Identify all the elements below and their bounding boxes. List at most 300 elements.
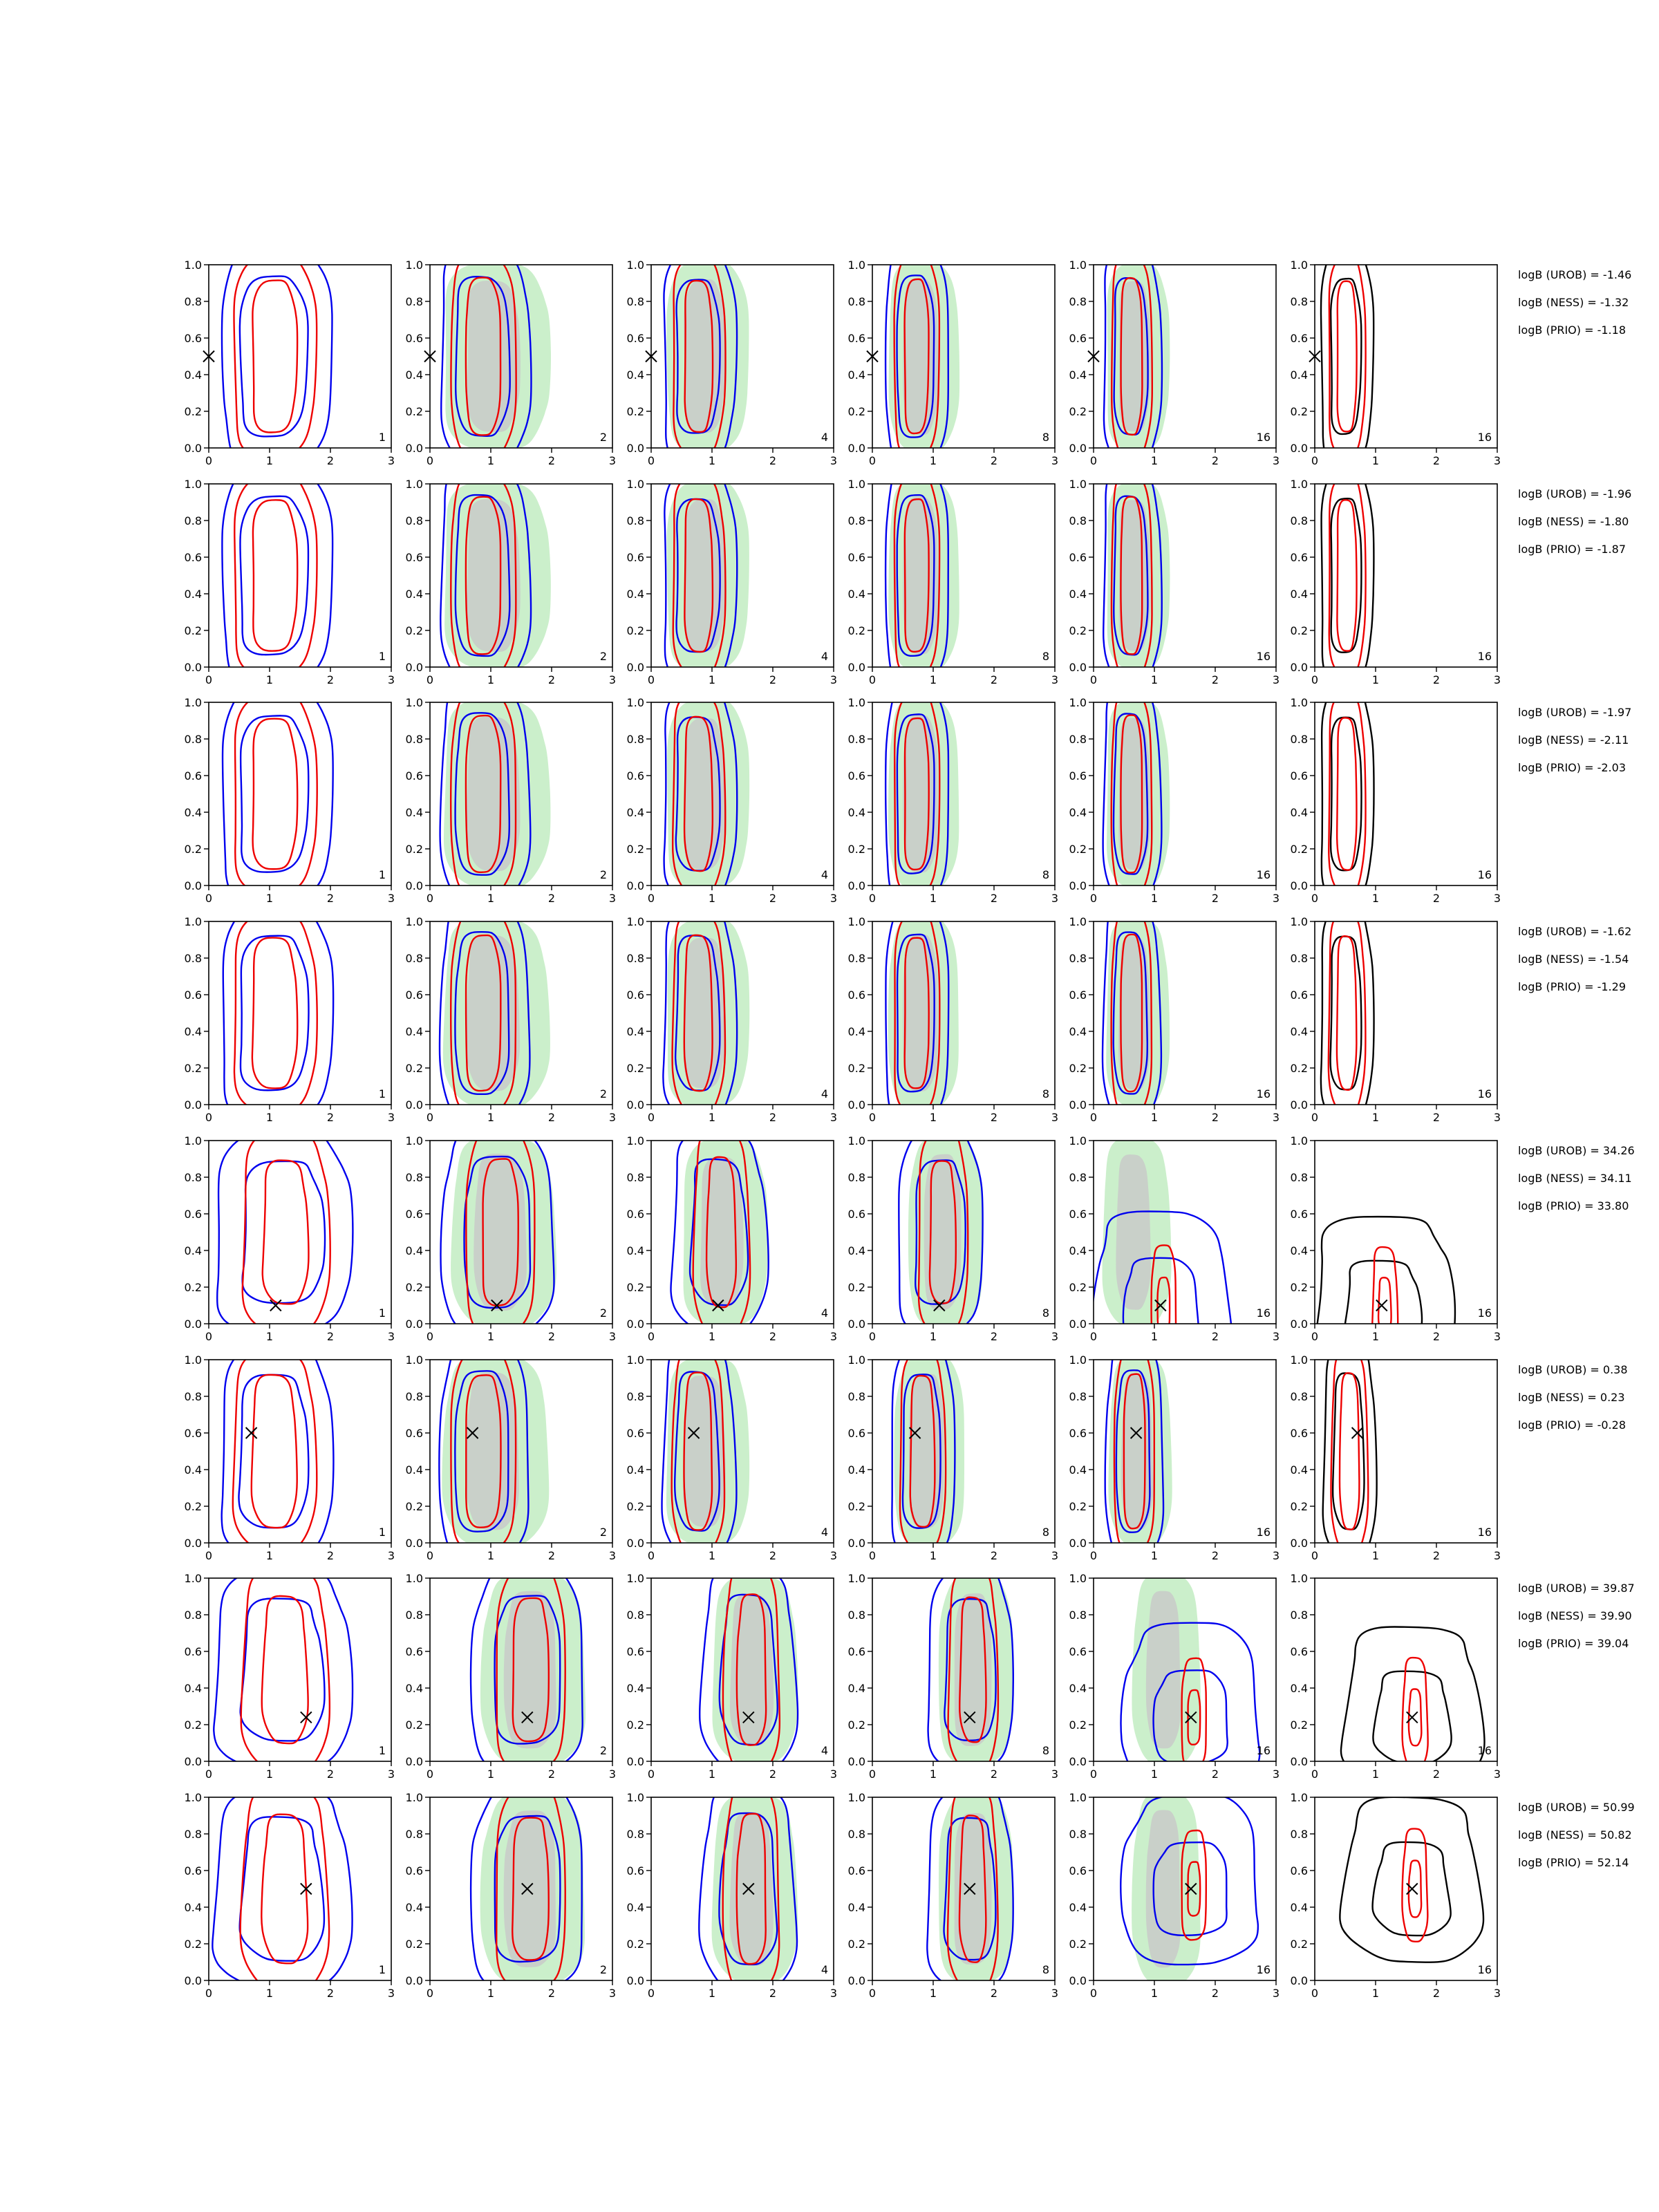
contour-line	[253, 500, 297, 650]
logb-annotation: logB (UROB) = 34.26	[1518, 1144, 1635, 1157]
y-tick-label: 0.2	[626, 1718, 644, 1732]
y-tick-label: 1.0	[847, 696, 865, 709]
contour-layer	[223, 683, 333, 905]
y-tick-label: 0.8	[1290, 733, 1308, 746]
y-tick-label: 0.6	[184, 332, 202, 345]
y-tick-label: 0.2	[405, 1500, 423, 1513]
y-tick-label: 0.2	[1290, 624, 1308, 637]
y-tick-label: 0.4	[1069, 1682, 1087, 1695]
contour-line	[1337, 718, 1356, 870]
panel-number-label: 16	[1256, 1306, 1271, 1320]
x-tick-label: 1	[1371, 1987, 1380, 2000]
axes-frame	[1315, 1141, 1497, 1324]
y-tick-label: 0.4	[405, 1682, 423, 1695]
y-tick-label: 1.0	[847, 1572, 865, 1585]
x-tick-label: 0	[647, 1768, 655, 1781]
y-tick-label: 0.2	[626, 1938, 644, 1951]
panel-r7-c1	[185, 1568, 395, 1781]
y-tick-label: 0.4	[184, 806, 202, 819]
y-tick-label: 1.0	[1069, 915, 1087, 928]
y-tick-label: 1.0	[184, 915, 202, 928]
y-tick-label: 0.8	[184, 952, 202, 965]
x-tick-label: 0	[426, 1987, 434, 2000]
contour-line	[1313, 1217, 1455, 1376]
y-tick-label: 0.4	[1069, 368, 1087, 382]
x-tick-label: 2	[990, 1111, 998, 1124]
y-tick-label: 1.0	[184, 259, 202, 272]
y-tick-label: 0.0	[626, 1537, 644, 1550]
x-tick-label: 0	[1311, 1330, 1319, 1343]
x-tick-label: 0	[205, 454, 213, 467]
x-tick-label: 2	[990, 454, 998, 467]
panel-number-label: 4	[821, 1963, 828, 1976]
y-tick-label: 0.6	[1290, 1427, 1308, 1440]
y-tick-label: 0.0	[405, 1974, 423, 1987]
y-tick-label: 0.8	[1290, 514, 1308, 527]
x-tick-label: 1	[1150, 1987, 1159, 2000]
x-tick-label: 3	[1051, 673, 1059, 686]
x-tick-label: 3	[1272, 1987, 1280, 2000]
x-tick-label: 0	[1311, 1549, 1319, 1562]
x-tick-label: 1	[487, 892, 495, 905]
panel-r5-c1	[185, 1131, 395, 1343]
x-tick-label: 1	[265, 1987, 274, 2000]
x-tick-label: 2	[326, 1549, 335, 1562]
contour-line	[234, 476, 317, 675]
contour-layer	[1103, 901, 1170, 1124]
contour-line	[1344, 1261, 1422, 1350]
y-tick-label: 0.8	[1069, 1609, 1087, 1622]
panel-number-label: 4	[821, 1526, 828, 1539]
x-tick-label: 3	[830, 1549, 838, 1562]
contour-layer	[885, 902, 958, 1125]
y-tick-label: 0.6	[847, 1427, 865, 1440]
contour-line	[234, 915, 317, 1112]
contour-line	[261, 1815, 308, 1964]
y-tick-label: 0.4	[1069, 1901, 1087, 1914]
y-tick-label: 0.0	[1069, 879, 1087, 892]
y-tick-label: 0.0	[184, 1537, 202, 1550]
panel-r6-c6	[1291, 1344, 1501, 1562]
contour-layer	[212, 1786, 352, 1991]
x-tick-label: 3	[387, 1549, 395, 1562]
panel-number-label: 8	[1042, 650, 1049, 663]
x-tick-label: 1	[1150, 892, 1159, 905]
inner-prior-region	[1146, 1810, 1181, 1968]
y-tick-label: 0.2	[184, 1718, 202, 1732]
y-tick-label: 0.0	[1069, 1755, 1087, 1768]
y-tick-label: 1.0	[184, 1134, 202, 1147]
panel-r7-c3	[627, 1565, 838, 1781]
y-tick-label: 1.0	[626, 1572, 644, 1585]
contour-line	[1337, 936, 1356, 1089]
panel-r3-c3	[627, 687, 838, 905]
y-tick-label: 0.0	[1290, 1755, 1308, 1768]
x-tick-label: 2	[990, 673, 998, 686]
inner-prior-region	[1146, 1591, 1181, 1749]
y-tick-label: 1.0	[184, 1353, 202, 1367]
panel-r6-c4	[848, 1342, 1059, 1562]
y-tick-label: 0.6	[1290, 769, 1308, 782]
panel-r6-c2	[406, 1338, 617, 1564]
contour-layer	[1103, 467, 1170, 684]
y-tick-label: 0.4	[184, 1682, 202, 1695]
y-tick-label: 0.4	[405, 1901, 423, 1914]
y-tick-label: 0.2	[847, 843, 865, 856]
y-tick-label: 0.0	[1290, 661, 1308, 674]
x-tick-label: 3	[1493, 1987, 1501, 2000]
logb-annotation: logB (NESS) = 50.82	[1518, 1828, 1632, 1841]
y-tick-label: 0.6	[1069, 1864, 1087, 1877]
y-tick-label: 0.8	[184, 1171, 202, 1184]
x-tick-label: 3	[1051, 454, 1059, 467]
y-tick-label: 0.2	[405, 1281, 423, 1294]
logb-annotation: logB (PRIO) = -1.18	[1518, 324, 1626, 337]
panel-number-label: 16	[1477, 650, 1492, 663]
y-tick-label: 0.0	[626, 442, 644, 455]
y-tick-label: 0.6	[405, 988, 423, 1002]
x-tick-label: 1	[1371, 1111, 1380, 1124]
contour-line	[241, 936, 309, 1090]
x-tick-label: 3	[1272, 1549, 1280, 1562]
y-tick-label: 1.0	[405, 1134, 423, 1147]
y-tick-label: 0.6	[1290, 551, 1308, 564]
panel-number-label: 4	[821, 1306, 828, 1320]
panel-number-label: 2	[599, 1306, 607, 1320]
x-tick-label: 1	[487, 1987, 495, 2000]
axes-frame	[1315, 702, 1497, 885]
y-tick-label: 0.6	[1069, 988, 1087, 1002]
panel-r7-c2	[406, 1565, 617, 1781]
y-tick-label: 0.4	[1069, 1244, 1087, 1257]
x-tick-label: 0	[205, 892, 213, 905]
x-tick-label: 3	[830, 1987, 838, 2000]
panel-r7-c4	[848, 1569, 1059, 1781]
y-tick-label: 1.0	[847, 1353, 865, 1367]
y-tick-label: 0.8	[184, 1828, 202, 1841]
x-tick-label: 3	[1051, 1549, 1059, 1562]
panel-number-label: 8	[1042, 868, 1049, 881]
axes-frame	[1315, 265, 1497, 448]
contour-line	[252, 281, 297, 433]
contour-layer	[1322, 686, 1374, 902]
y-tick-label: 0.8	[1069, 952, 1087, 965]
inner-prior-region	[467, 499, 521, 652]
logb-annotation: logB (UROB) = -1.96	[1518, 487, 1632, 500]
x-tick-label: 3	[1493, 1768, 1501, 1781]
y-tick-label: 0.0	[847, 661, 865, 674]
y-tick-label: 0.8	[847, 952, 865, 965]
y-tick-label: 0.4	[1290, 806, 1308, 819]
y-tick-label: 0.6	[184, 551, 202, 564]
x-tick-label: 3	[1272, 454, 1280, 467]
x-tick-label: 2	[326, 1768, 335, 1781]
y-tick-label: 0.6	[626, 1645, 644, 1658]
panel-r5-c2	[406, 1127, 617, 1343]
y-tick-label: 0.0	[184, 879, 202, 892]
y-tick-label: 1.0	[184, 1791, 202, 1804]
contour-line	[252, 1375, 297, 1528]
y-tick-label: 0.8	[405, 514, 423, 527]
contour-line	[240, 1817, 324, 1960]
x-tick-label: 3	[830, 1768, 838, 1781]
contour-layer	[440, 465, 551, 686]
y-tick-label: 0.6	[405, 769, 423, 782]
panel-r3-c6	[1291, 686, 1501, 905]
panel-r1-c2	[406, 247, 617, 467]
y-tick-label: 0.4	[184, 368, 202, 382]
x-tick-label: 2	[1211, 1768, 1219, 1781]
contour-layer	[885, 243, 959, 469]
contour-layer	[214, 1568, 353, 1771]
y-tick-label: 0.2	[405, 843, 423, 856]
axes-frame	[1315, 1797, 1497, 1980]
x-tick-label: 1	[1150, 1111, 1159, 1124]
y-tick-label: 0.4	[1069, 806, 1087, 819]
x-tick-label: 2	[547, 454, 556, 467]
y-tick-label: 1.0	[405, 259, 423, 272]
logb-annotation: logB (UROB) = -1.46	[1518, 268, 1632, 281]
y-tick-label: 0.2	[1069, 1938, 1087, 1951]
y-tick-label: 0.6	[1290, 1864, 1308, 1877]
y-tick-label: 0.0	[405, 1098, 423, 1112]
contour-layer	[441, 1127, 557, 1338]
y-tick-label: 0.0	[405, 1755, 423, 1768]
panel-number-label: 1	[378, 1963, 386, 1976]
x-tick-label: 3	[1493, 892, 1501, 905]
x-tick-label: 2	[326, 1987, 335, 2000]
y-tick-label: 0.8	[1290, 1828, 1308, 1841]
panel-r3-c2	[406, 682, 617, 906]
y-tick-label: 1.0	[626, 1134, 644, 1147]
contour-line	[262, 1596, 308, 1743]
y-tick-label: 0.4	[1290, 588, 1308, 601]
contour-layer	[1323, 1344, 1377, 1559]
y-tick-label: 0.0	[1290, 442, 1308, 455]
panel-r1-c1	[185, 244, 395, 469]
x-tick-label: 2	[1211, 1330, 1219, 1343]
inner-prior-region	[683, 1376, 725, 1527]
x-tick-label: 3	[1272, 673, 1280, 686]
y-tick-label: 0.2	[184, 405, 202, 418]
x-tick-label: 3	[1493, 1111, 1501, 1124]
y-tick-label: 0.8	[1069, 1390, 1087, 1403]
x-tick-label: 3	[387, 1111, 395, 1124]
panel-number-label: 16	[1477, 1526, 1492, 1539]
x-tick-label: 2	[990, 1768, 998, 1781]
y-tick-label: 0.0	[184, 442, 202, 455]
y-tick-label: 0.6	[847, 988, 865, 1002]
x-tick-label: 3	[387, 1330, 395, 1343]
y-tick-label: 0.8	[184, 1390, 202, 1403]
x-tick-label: 2	[547, 1768, 556, 1781]
contour-layer	[1121, 1792, 1258, 1985]
x-tick-label: 1	[487, 673, 495, 686]
contour-layer	[1091, 1137, 1232, 1381]
panel-r2-c2	[406, 465, 617, 686]
y-tick-label: 0.6	[405, 1208, 423, 1221]
y-tick-label: 0.8	[626, 733, 644, 746]
panel-number-label: 1	[378, 1526, 386, 1539]
inner-prior-region	[467, 281, 521, 432]
x-tick-label: 2	[547, 1987, 556, 2000]
x-tick-label: 2	[1211, 892, 1219, 905]
panel-r7-c5	[1069, 1572, 1280, 1794]
x-tick-label: 2	[1211, 1987, 1219, 2000]
y-tick-label: 0.6	[626, 1864, 644, 1877]
y-tick-label: 0.6	[184, 1208, 202, 1221]
y-tick-label: 0.0	[184, 1974, 202, 1987]
y-tick-label: 0.0	[847, 1098, 865, 1112]
y-tick-label: 0.0	[1069, 1318, 1087, 1331]
x-tick-label: 3	[830, 1111, 838, 1124]
panel-number-label: 16	[1256, 431, 1271, 444]
x-tick-label: 1	[265, 673, 274, 686]
x-tick-label: 2	[326, 454, 335, 467]
y-tick-label: 0.4	[184, 1463, 202, 1477]
y-tick-label: 0.2	[1069, 843, 1087, 856]
x-tick-label: 2	[1211, 1111, 1219, 1124]
x-tick-label: 0	[1311, 454, 1319, 467]
y-tick-label: 0.8	[184, 1609, 202, 1622]
x-tick-label: 1	[1371, 454, 1380, 467]
y-tick-label: 0.0	[626, 1318, 644, 1331]
x-tick-label: 2	[990, 1987, 998, 2000]
x-tick-label: 1	[708, 454, 716, 467]
y-tick-label: 0.8	[847, 1171, 865, 1184]
y-tick-label: 0.4	[626, 1682, 644, 1695]
x-tick-label: 1	[265, 1330, 274, 1343]
y-tick-label: 0.2	[1069, 1062, 1087, 1075]
logb-annotation: logB (PRIO) = 52.14	[1518, 1856, 1629, 1869]
y-tick-label: 0.0	[847, 442, 865, 455]
x-tick-label: 3	[608, 1111, 617, 1124]
y-tick-label: 0.0	[1069, 1974, 1087, 1987]
y-tick-label: 0.2	[184, 1938, 202, 1951]
contour-layer	[440, 682, 551, 906]
x-tick-label: 0	[868, 1768, 877, 1781]
x-tick-label: 1	[487, 1549, 495, 1562]
y-tick-label: 0.8	[626, 1390, 644, 1403]
panel-number-label: 2	[599, 1963, 607, 1976]
y-tick-label: 0.0	[1290, 1318, 1308, 1331]
y-tick-label: 0.4	[626, 1901, 644, 1914]
x-tick-label: 0	[426, 673, 434, 686]
x-tick-label: 0	[205, 1768, 213, 1781]
y-tick-label: 0.0	[626, 1755, 644, 1768]
y-tick-label: 0.8	[626, 295, 644, 308]
panel-r1-c5	[1069, 249, 1280, 467]
contour-layer	[1105, 1338, 1172, 1564]
y-tick-label: 0.2	[184, 1281, 202, 1294]
x-tick-label: 0	[205, 673, 213, 686]
y-tick-label: 0.6	[405, 1645, 423, 1658]
x-tick-label: 0	[1311, 1987, 1319, 2000]
x-tick-label: 0	[1089, 1111, 1098, 1124]
x-tick-label: 1	[929, 1768, 937, 1781]
y-tick-label: 0.4	[184, 1901, 202, 1914]
y-tick-label: 0.8	[626, 1828, 644, 1841]
truth-marker	[1376, 1300, 1387, 1311]
y-tick-label: 0.0	[1290, 1974, 1308, 1987]
x-tick-label: 1	[929, 673, 937, 686]
contour-layer	[664, 687, 750, 901]
y-tick-label: 0.8	[405, 1390, 423, 1403]
contour-line	[1340, 1797, 1483, 1962]
panel-r3-c4	[848, 682, 1059, 906]
y-tick-label: 0.2	[184, 843, 202, 856]
y-tick-label: 0.2	[1290, 843, 1308, 856]
y-tick-label: 0.2	[1069, 624, 1087, 637]
x-tick-label: 2	[547, 673, 556, 686]
x-tick-label: 2	[1432, 673, 1441, 686]
y-tick-label: 0.6	[847, 1208, 865, 1221]
y-tick-label: 0.6	[405, 1427, 423, 1440]
x-tick-label: 3	[608, 1330, 617, 1343]
contour-layer	[1340, 1797, 1483, 1962]
panel-number-label: 1	[378, 431, 386, 444]
logb-annotation: logB (UROB) = 50.99	[1518, 1801, 1635, 1814]
contour-layer	[892, 1342, 964, 1560]
panel-r4-c5	[1069, 901, 1280, 1124]
y-tick-label: 0.2	[405, 405, 423, 418]
x-tick-label: 1	[708, 1987, 716, 2000]
y-tick-label: 0.4	[1069, 1463, 1087, 1477]
y-tick-label: 0.6	[847, 1645, 865, 1658]
panel-number-label: 2	[599, 1526, 607, 1539]
y-tick-label: 0.6	[626, 988, 644, 1002]
y-tick-label: 0.2	[847, 1938, 865, 1951]
x-tick-label: 3	[1493, 1549, 1501, 1562]
y-tick-label: 0.0	[847, 1755, 865, 1768]
panel-number-label: 16	[1477, 1087, 1492, 1100]
y-tick-label: 0.8	[847, 733, 865, 746]
x-tick-label: 2	[547, 1111, 556, 1124]
contour-layer	[439, 1338, 549, 1564]
panel-r8-c4	[848, 1788, 1059, 2000]
y-tick-label: 0.0	[626, 1098, 644, 1112]
panel-number-label: 8	[1042, 1306, 1049, 1320]
x-tick-label: 3	[608, 1768, 617, 1781]
y-tick-label: 1.0	[1069, 1353, 1087, 1367]
y-tick-label: 0.0	[184, 661, 202, 674]
x-tick-label: 3	[1051, 1330, 1059, 1343]
contour-line	[1338, 281, 1357, 431]
y-tick-label: 0.6	[405, 332, 423, 345]
contour-layer	[1321, 246, 1374, 467]
y-tick-label: 0.8	[847, 514, 865, 527]
y-tick-label: 1.0	[626, 1791, 644, 1804]
y-tick-label: 0.4	[1069, 1025, 1087, 1038]
x-tick-label: 2	[1432, 1330, 1441, 1343]
contour-line	[1337, 500, 1356, 650]
contour-line	[1341, 1627, 1485, 1790]
y-tick-label: 0.2	[1290, 1718, 1308, 1732]
x-tick-label: 0	[1311, 673, 1319, 686]
y-tick-label: 1.0	[847, 1134, 865, 1147]
x-tick-label: 1	[1371, 673, 1380, 686]
y-tick-label: 0.4	[405, 368, 423, 382]
y-tick-label: 0.8	[847, 1828, 865, 1841]
x-tick-label: 0	[205, 1549, 213, 1562]
x-tick-label: 3	[387, 673, 395, 686]
y-tick-label: 0.2	[184, 1062, 202, 1075]
y-tick-label: 0.8	[626, 514, 644, 527]
contour-layer	[885, 682, 959, 906]
y-tick-label: 0.0	[184, 1098, 202, 1112]
logb-annotation: logB (UROB) = 0.38	[1518, 1363, 1628, 1376]
x-tick-label: 3	[1272, 1330, 1280, 1343]
